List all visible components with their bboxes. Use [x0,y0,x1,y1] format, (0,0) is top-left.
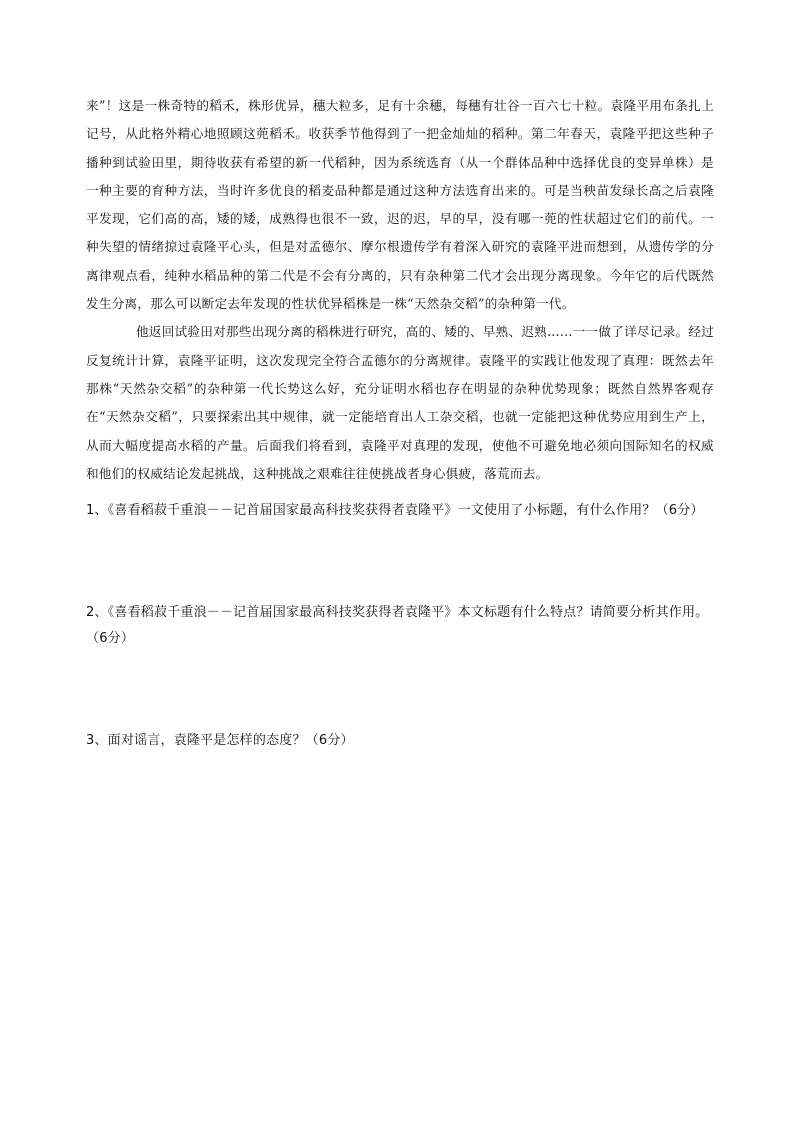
question-3: 3、面对谣言，袁隆平是怎样的态度？（6分） [86,733,354,749]
question-1: 1、《喜看稻菽千重浪－－记首届国家最高科技奖获得者袁隆平》一文使用了小标题，有什么作用？（6分） [86,503,704,519]
question-2: 2、《喜看稻菽千重浪－－记首届国家最高科技奖获得者袁隆平》本文标题有什么特点？请简要分析其作用。（6分） [86,605,709,647]
passage-paragraph-2: 他返回试验田对那些出现分离的稻株进行研究，高的、矮的、早熟、迟熟……一一做了详尽记录。经过反复统计计算，袁隆平证明，这次发现完全符合孟德尔的分离规律。袁隆平的实践让他发现了真理：既然去年那株“天然杂交稻”的杂种第一代长势这么好，充分证明水稻也存在明显的杂种优势现象；既然自然界客观存在“天然杂交稻”，只要探索出其中规律，就一定能培育出人工杂交稻，也就一定能把这种优势应用到生产上，从而大幅度提高水稻的产量。后面我们将看到，袁隆平对真理的发现，使他不可避免地必须向国际知名的权威和他们的权威结论发起挑战，这种挑战之艰难往往使挑战者身心俱疲，落荒而去。 [86,324,714,481]
passage-paragraph-1: 来”！这是一株奇特的稻禾，株形优异，穗大粒多，足有十余穗，每穗有壮谷一百六七十粒。袁隆平用布条扎上记号，从此格外精心地照顾这蔸稻禾。收获季节他得到了一把金灿灿的稻种。第二年春天，袁隆平把这些种子播种到试验田里，期待收获有希望的新一代稻种，因为系统选育（从一个群体品种中选择优良的变异单株）是一种主要的育种方法，当时许多优良的稻麦品种都是通过这种方法选育出来的。可是当秧苗发绿长高之后袁隆平发现，它们高的高，矮的矮，成熟得也很不一致，迟的迟，早的早，没有哪一蔸的性状超过它们的前代。一种失望的情绪掠过袁隆平心头，但是对孟德尔、摩尔根遗传学有着深入研究的袁隆平进而想到，从遗传学的分离律观点看，纯种水稻品种的第二代是不会有分离的，只有杂种第二代才会出现分离现象。今年它的后代既然发生分离，那么可以断定去年发现的性状优异稻株是一株“天然杂交稻”的杂种第一代。 [86,98,714,312]
